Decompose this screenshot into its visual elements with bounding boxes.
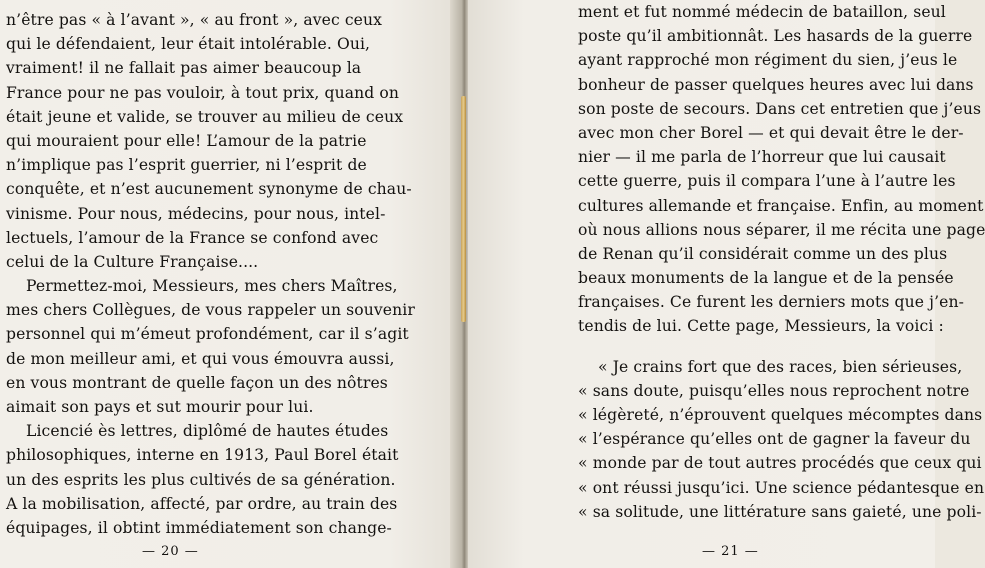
text-line: lectuels, l’amour de la France se confond avec (6, 228, 379, 247)
quote-line: « sa solitude, une littérature sans gaieté, une poli- (578, 502, 982, 521)
text-line: qui le défendaient, leur était intolérable. Oui, (6, 35, 371, 54)
text-line: nier — il me parla de l’horreur que lui causait (578, 148, 946, 167)
text-line: ayant rapproché mon régiment du sien, j’eus le (578, 51, 958, 70)
text-line: ment et fut nommé médecin de bataillon, seul (578, 3, 946, 21)
text-line: cultures allemande et française. Enfin, au moment (578, 196, 984, 215)
quote-line: « Je crains fort que des races, bien sérieuses, (598, 357, 963, 376)
text-line: qui mouraient pour elle! L’amour de la patrie (6, 131, 367, 150)
page-number: — 20 — (142, 544, 199, 559)
page-number: — 21 — (702, 544, 759, 559)
text-line: cette guerre, puis il compara l’une à l’autre les (578, 172, 956, 191)
paragraph-first-line: Permettez-moi, Messieurs, mes chers Maîtres, (26, 277, 398, 296)
text-line: un des esprits les plus cultivés de sa génération. (6, 470, 396, 489)
text-line: était jeune et valide, se trouver au milieu de ceux (6, 107, 404, 126)
text-line: avec mon cher Borel — et qui devait être le der- (578, 123, 964, 142)
text-line: vinisme. Pour nous, médecins, pour nous, intel- (6, 204, 386, 223)
paragraph-first-line: Licencié ès lettres, diplômé de hautes études (26, 422, 389, 441)
text-line: poste qu’il ambitionnât. Les hasards de la guerre (578, 27, 973, 46)
quote-line: « légèreté, n’éprouvent quelques mécomptes dans (578, 406, 983, 424)
text-line: beaux monuments de la langue et de la pensée (578, 269, 954, 288)
text-line: équipages, il obtint immédiatement son change- (6, 518, 392, 537)
text-line: celui de la Culture Française.... (6, 252, 259, 271)
quote-spacer (578, 339, 933, 355)
text-line: en vous montrant de quelle façon un des nôtres (6, 373, 388, 392)
quote-line: « l’espérance qu’elles ont de gagner la faveur du (578, 430, 971, 449)
text-line: philosophiques, interne en 1913, Paul Borel était (6, 446, 399, 465)
text-line: tendis de lui. Cette page, Messieurs, la voici : (578, 317, 944, 336)
text-line: de mon meilleur ami, et qui vous émouvra aussi, (6, 349, 395, 368)
text-line: n’implique pas l’esprit guerrier, ni l’esprit de (6, 156, 367, 175)
text-line: personnel qui m’émeut profondément, car il s’agit (6, 325, 409, 344)
text-line: A la mobilisation, affecté, par ordre, au train des (6, 494, 398, 513)
text-line: de Renan qu’il considérait comme un des plus (578, 244, 948, 263)
left-page-text (6, 8, 415, 540)
text-line: aimait son pays et sut mourir pour lui. (6, 398, 314, 416)
text-line: mes chers Collègues, de vous rappeler un souvenir (6, 301, 415, 320)
text-line: bonheur de passer quelques heures avec lui dans (578, 75, 974, 94)
right-page-text (578, 0, 985, 524)
quote-line: « monde par de tout autres procédés que ceux qui (578, 454, 982, 473)
right-page (468, 0, 985, 568)
text-line: France pour ne pas vouloir, à tout prix, quand on (6, 83, 400, 102)
text-line: n’être pas « à l’avant », « au front », avec ceux (6, 11, 383, 29)
text-line: où nous allions nous séparer, il me récita une page (578, 220, 985, 239)
text-line: son poste de secours. Dans cet entretien que j’eus (578, 99, 982, 118)
binding-thread (461, 96, 466, 322)
text-line: conquête, et n’est aucunement synonyme de chau- (6, 180, 412, 199)
text-line: vraiment! il ne fallait pas aimer beaucoup la (6, 59, 362, 78)
text-line: françaises. Ce furent les derniers mots que j’en- (578, 293, 964, 312)
quote-line: « sans doute, puisqu’elles nous reprochent notre (578, 381, 970, 400)
left-page (0, 0, 458, 568)
quote-line: « ont réussi jusqu’ici. Une science pédantesque en (578, 478, 985, 497)
